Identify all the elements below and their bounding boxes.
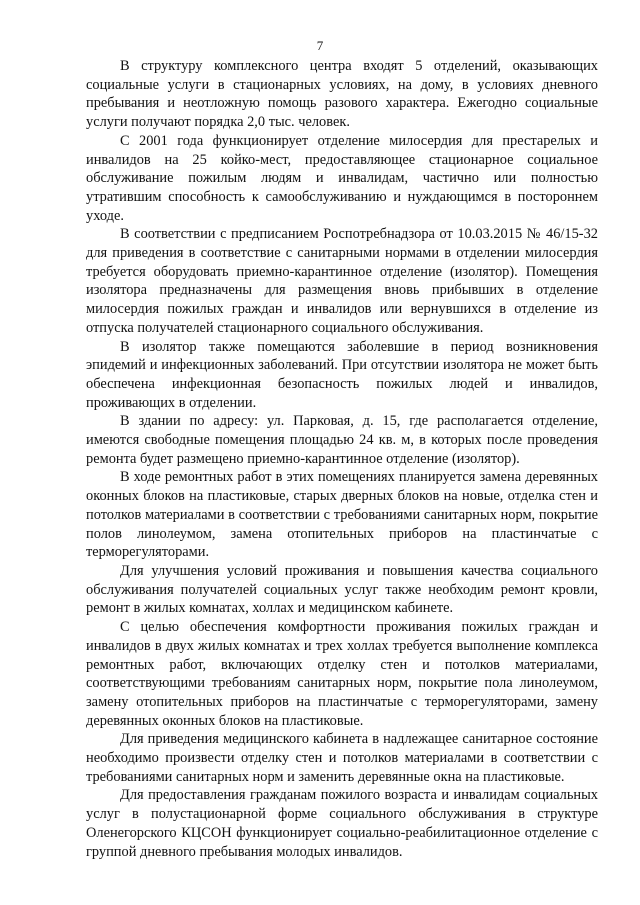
page-number: 7 [316, 38, 324, 53]
paragraph-mercy-department: С 2001 года функционирует отделение милосердия для престарелых и инвалидов на 25 койко-мест, предоставляющее стационарное социальное обслуживание пожилым людям и инвалидам, частично или полностью утратившим способность к самообслуживанию и нуждающимся в постороннем уходе. [86, 132, 598, 224]
paragraph-comfort-repairs: С целью обеспечения комфортности проживания пожилых граждан и инвалидов в двух жилых комнатах и трех холлах требуется выполнение комплекса ремонтных работ, включающих отделку стен и потолков материалами, соответствующими требованиям санитарных норм, покрытие пола линолеумом, замену отопительных приборов на пластинчатые с терморегуляторами, замену деревянных оконных блоков на пластиковые. [86, 619, 598, 729]
document-body [86, 57, 598, 861]
paragraph-medical-office: Для приведения медицинского кабинета в надлежащее санитарное состояние необходимо произвести отделку стен и потолков материалами в соответствии с требованиями санитарных норм и заменить деревянные окна на пластиковые. [86, 731, 598, 785]
paragraph-day-care: Для предоставления гражданам пожилого возраста и инвалидам социальных услуг в полустационарной форме социального обслуживания в структуре Оленегорского КЦСОН функционирует социально-реабилитационное отделение с группой дневного пребывания молодых инвалидов. [86, 787, 598, 860]
paragraph-rospotrebnadzor-order: В соответствии с предписанием Роспотребнадзора от 10.03.2015 № 46/15-32 для приведения в соответствие с санитарными нормами в отделении милосердия требуется оборудовать приемно-карантинное отделение (изолятор). Помещения изолятора предназначены для размещения вновь прибывших в отделение милосердия пожилых граждан и инвалидов или вернувшихся в отделение из отпуска получателей стационарного социального обслуживания. [86, 226, 598, 336]
paragraph-repair-works: В ходе ремонтных работ в этих помещениях планируется замена деревянных оконных блоков на пластиковые, старых дверных блоков на новые, отделка стен и потолков материалами в соответствии с требованиями санитарных норм, покрытие полов линолеумом, замена отопительных приборов на пластинчатые с терморегуляторами. [86, 469, 598, 561]
paragraph-living-conditions: Для улучшения условий проживания и повышения качества социального обслуживания получателей социальных услуг также необходим ремонт кровли, ремонт в жилых комнатах, холлах и медицинском кабинете. [86, 562, 598, 617]
paragraph-building-address: В здании по адресу: ул. Парковая, д. 15, где располагается отделение, имеются свободные помещения площадью 24 кв. м, в которых после проведения ремонта будет размещено приемно-карантинное отделение (изолятор). [86, 413, 598, 467]
paragraph-structure: В структуру комплексного центра входят 5 отделений, оказывающих социальные услуги в стационарных условиях, на дому, в условиях дневного пребывания и неотложную помощь разового характера. Ежегодно социальные услуги получают порядка 2,0 тыс. человек. [86, 58, 598, 131]
paragraph-isolator-purpose: В изолятор также помещаются заболевшие в период возникновения эпидемий и инфекционных заболеваний. При отсутствии изолятора не может быть обеспечена инфекционная безопасность пожилых людей и инвалидов, проживающих в отделении. [86, 338, 598, 411]
